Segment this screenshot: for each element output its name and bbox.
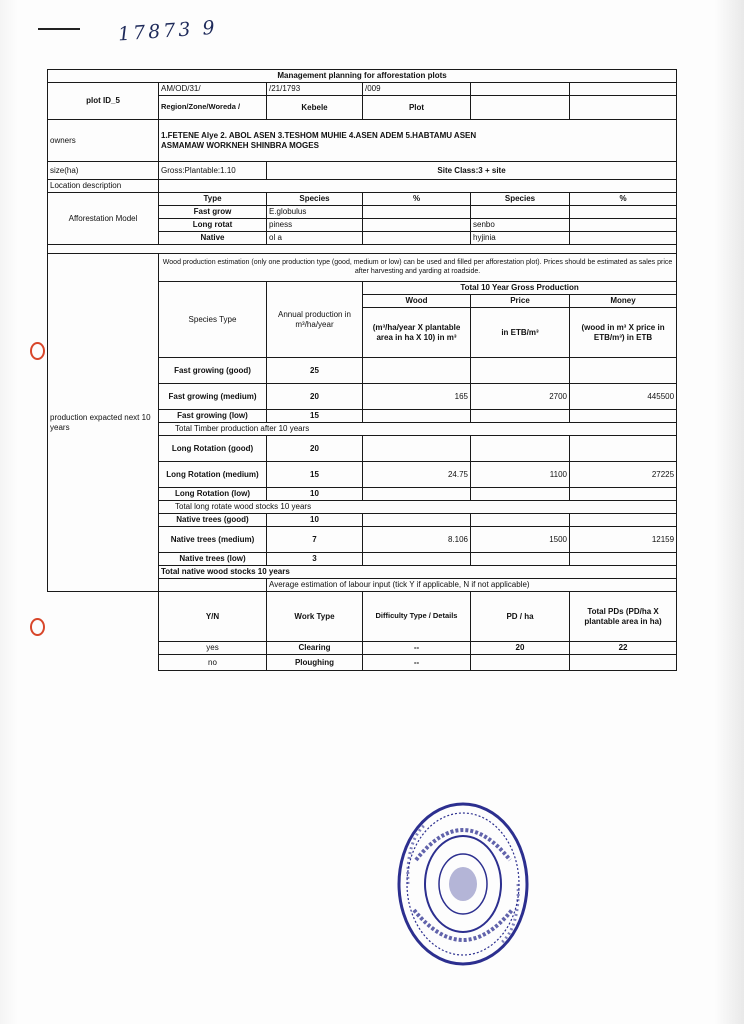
empty-cell — [471, 83, 570, 96]
annual-production: 20 — [267, 436, 363, 462]
labour-header: Work Type — [267, 592, 363, 642]
total-production-header: Total 10 Year Gross Production — [363, 282, 677, 295]
species-type: Fast growing (low) — [159, 410, 267, 423]
model-percent — [363, 219, 471, 232]
price-value: 1500 — [471, 527, 570, 553]
price-value: 1100 — [471, 462, 570, 488]
species-type: Long Rotation (good) — [159, 436, 267, 462]
annual-production: 10 — [267, 488, 363, 501]
model-percent-2 — [570, 219, 677, 232]
afforestation-header: % — [570, 193, 677, 206]
money-value — [570, 514, 677, 527]
site-class: Site Class:3 + site — [267, 162, 677, 180]
afforestation-form — [47, 69, 677, 671]
model-species: E.globulus — [267, 206, 363, 219]
price-value — [471, 488, 570, 501]
code-kebele: /21/1793 — [267, 83, 363, 96]
labour-pd: 20 — [471, 642, 570, 655]
spacer-row — [48, 245, 677, 254]
money-value — [570, 488, 677, 501]
species-type: Native trees (good) — [159, 514, 267, 527]
price-value: 2700 — [471, 384, 570, 410]
species-type: Fast growing (good) — [159, 358, 267, 384]
labour-total: 22 — [570, 642, 677, 655]
wood-volume — [363, 488, 471, 501]
species-type: Native trees (low) — [159, 553, 267, 566]
size-value: Gross:Plantable:1.10 — [159, 162, 267, 180]
wood-volume: 165 — [363, 384, 471, 410]
kebele-label: Kebele — [267, 96, 363, 120]
species-type: Native trees (medium) — [159, 527, 267, 553]
blank-gutter — [48, 592, 159, 642]
production-side-label: production expacted next 10 years — [48, 254, 159, 592]
annual-production: 25 — [267, 358, 363, 384]
pen-stroke — [38, 28, 80, 30]
money-header: Money — [570, 295, 677, 308]
labour-header: Y/N — [159, 592, 267, 642]
price-value — [471, 358, 570, 384]
model-type: Long rotat — [159, 219, 267, 232]
region-label: Region/Zone/Woreda / — [159, 96, 267, 120]
labour-note: Average estimation of labour input (tick Y if applicable, N if not applicable) — [267, 579, 677, 592]
labour-work-type: Clearing — [267, 642, 363, 655]
total-timber-row: Total Timber production after 10 years — [159, 423, 677, 436]
handwritten-reference: 17873 9 — [117, 16, 219, 46]
location-value — [159, 180, 677, 193]
wood-volume — [363, 436, 471, 462]
model-percent — [363, 232, 471, 245]
plot-id: plot ID_5 — [48, 83, 159, 120]
official-seal-stamp — [396, 800, 530, 968]
model-percent — [363, 206, 471, 219]
punch-hole-mark — [30, 342, 45, 360]
annual-production: 3 — [267, 553, 363, 566]
species-type: Fast growing (medium) — [159, 384, 267, 410]
location-label: Location description — [48, 180, 159, 193]
model-percent-2 — [570, 232, 677, 245]
size-label: size(ha) — [48, 162, 159, 180]
money-value — [570, 436, 677, 462]
wood-volume — [363, 410, 471, 423]
empty-cell — [471, 96, 570, 120]
money-value — [570, 410, 677, 423]
afforestation-header: Species — [267, 193, 363, 206]
model-type: Native — [159, 232, 267, 245]
annual-production: 20 — [267, 384, 363, 410]
money-value — [570, 553, 677, 566]
empty-cell — [570, 96, 677, 120]
total-native-row: Total native wood stocks 10 years — [159, 566, 677, 579]
wood-volume: 8.106 — [363, 527, 471, 553]
production-note: Wood production estimation (only one production type (good, medium or low) can be used and filled per afforestation plot). Prices should be estimated as sales price after harvesting and yarding at roadside. — [159, 254, 677, 282]
money-value: 27225 — [570, 462, 677, 488]
price-value — [471, 410, 570, 423]
plot-label: Plot — [363, 96, 471, 120]
blank-gutter — [159, 579, 267, 592]
code-plot: /009 — [363, 83, 471, 96]
labour-difficulty: -- — [363, 655, 471, 671]
owners-list — [159, 120, 677, 162]
model-type: Fast grow — [159, 206, 267, 219]
species-type: Long Rotation (medium) — [159, 462, 267, 488]
species-type: Long Rotation (low) — [159, 488, 267, 501]
wood-volume — [363, 553, 471, 566]
afforestation-header: Species — [471, 193, 570, 206]
money-value: 12159 — [570, 527, 677, 553]
blank-gutter — [48, 642, 159, 655]
wood-header: Wood — [363, 295, 471, 308]
owners-line-1: 1.FETENE Alye 2. ABOL ASEN 3.TESHOM MUHIE 4.ASEN ADEM 5.HABTAMU ASEN — [161, 131, 477, 141]
price-value — [471, 514, 570, 527]
annual-production: 10 — [267, 514, 363, 527]
price-header: Price — [471, 295, 570, 308]
money-value — [570, 358, 677, 384]
owners-line-2: ASMAMAW WORKNEH SHINBRA MOGES — [161, 140, 319, 150]
annual-production: 15 — [267, 410, 363, 423]
wood-volume: 24.75 — [363, 462, 471, 488]
model-species-2: senbo — [471, 219, 570, 232]
labour-header: PD / ha — [471, 592, 570, 642]
labour-work-type: Ploughing — [267, 655, 363, 671]
labour-difficulty: -- — [363, 642, 471, 655]
labour-yn: no — [159, 655, 267, 671]
model-species-2: hyjinia — [471, 232, 570, 245]
labour-header: Difficulty Type / Details — [363, 592, 471, 642]
form-title: Management planning for afforestation plots — [48, 70, 677, 83]
labour-yn: yes — [159, 642, 267, 655]
afforestation-model-label: Afforestation Model — [48, 193, 159, 245]
annual-production: 15 — [267, 462, 363, 488]
blank-gutter — [48, 655, 159, 671]
price-value — [471, 436, 570, 462]
code-region: AM/OD/31/ — [159, 83, 267, 96]
money-subheader: (wood in m³ X price in ETB/m³) in ETB — [570, 308, 677, 358]
afforestation-header: Type — [159, 193, 267, 206]
model-species: ol a — [267, 232, 363, 245]
punch-hole-mark — [30, 618, 45, 636]
total-long-rotation-row: Total long rotate wood stocks 10 years — [159, 501, 677, 514]
owners-label: owners — [48, 120, 159, 162]
wood-subheader: (m³/ha/year X plantable area in ha X 10) in m³ — [363, 308, 471, 358]
model-species: piness — [267, 219, 363, 232]
wood-volume — [363, 514, 471, 527]
labour-total — [570, 655, 677, 671]
empty-cell — [570, 83, 677, 96]
labour-pd — [471, 655, 570, 671]
afforestation-header: % — [363, 193, 471, 206]
labour-header: Total PDs (PD/ha X plantable area in ha) — [570, 592, 677, 642]
model-percent-2 — [570, 206, 677, 219]
annual-production: 7 — [267, 527, 363, 553]
price-subheader: in ETB/m³ — [471, 308, 570, 358]
money-value: 445500 — [570, 384, 677, 410]
price-value — [471, 553, 570, 566]
species-type-header: Species Type — [159, 282, 267, 358]
model-species-2 — [471, 206, 570, 219]
annual-production-header: Annual production in m³/ha/year — [267, 282, 363, 358]
wood-volume — [363, 358, 471, 384]
